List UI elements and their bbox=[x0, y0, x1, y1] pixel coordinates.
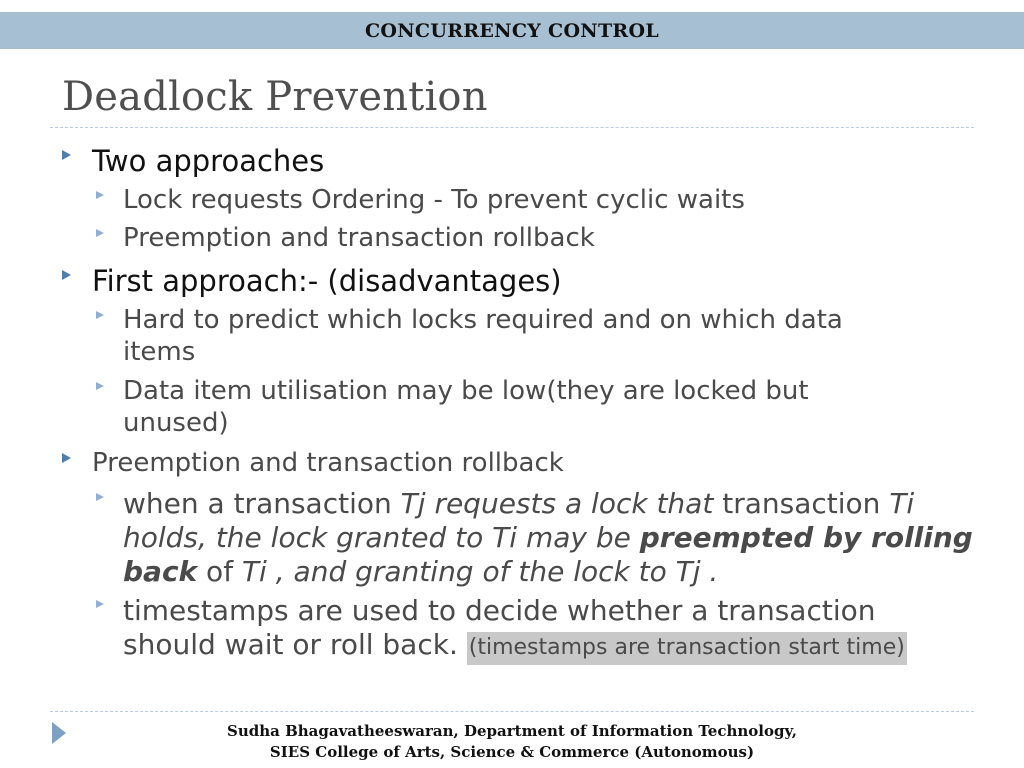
text-run-bold-italic: back bbox=[123, 555, 198, 588]
bullet-first-approach: First approach:- (disadvantages) bbox=[92, 264, 562, 298]
footer bbox=[0, 721, 1024, 763]
sub-bullet-hard-to-predict-line2: items bbox=[123, 337, 196, 367]
bullet-two-approaches: Two approaches bbox=[92, 144, 325, 178]
bullet-icon bbox=[62, 150, 71, 160]
bullet-icon bbox=[62, 270, 71, 280]
footer-line-author: Sudha Bhagavatheeswaran, Department of Information Technology, bbox=[227, 722, 797, 740]
slide-title: Deadlock Prevention bbox=[62, 74, 488, 120]
sub-bullet-preemption: Preemption and transaction rollback bbox=[123, 223, 595, 253]
sub-bullet-timestamps-line1: timestamps are used to decide whether a transaction bbox=[123, 594, 876, 627]
text-run: transaction bbox=[713, 487, 890, 520]
sub-bullet-transaction-line3 bbox=[123, 555, 718, 588]
sub-bullet-utilisation-line2: unused) bbox=[123, 408, 229, 438]
sub-bullet-transaction-line1 bbox=[123, 487, 914, 520]
footer-divider bbox=[50, 711, 974, 712]
text-run: should wait or roll back. bbox=[123, 628, 467, 661]
sub-bullet-icon bbox=[96, 311, 104, 319]
text-run-italic: Ti bbox=[889, 487, 915, 520]
text-run-italic: Tj requests a lock that bbox=[400, 487, 714, 520]
sub-bullet-lock-ordering: Lock requests Ordering - To prevent cyclic waits bbox=[123, 185, 745, 215]
sub-bullet-icon bbox=[96, 493, 104, 501]
sub-bullet-timestamps-line2 bbox=[123, 628, 907, 661]
text-run-italic: Ti , and granting of the lock to Tj . bbox=[241, 555, 719, 588]
bullet-preemption-rollback: Preemption and transaction rollback bbox=[92, 448, 564, 478]
highlighted-note: (timestamps are transaction start time) bbox=[467, 632, 907, 665]
bullet-icon bbox=[62, 453, 71, 463]
footer-line-college: SIES College of Arts, Science & Commerce (Autonomous) bbox=[269, 743, 755, 761]
text-run: when a transaction bbox=[123, 487, 401, 520]
sub-bullet-icon bbox=[96, 191, 104, 199]
sub-bullet-transaction-line2 bbox=[123, 521, 973, 554]
header-title: CONCURRENCY CONTROL bbox=[364, 19, 660, 42]
sub-bullet-hard-to-predict-line1: Hard to predict which locks required and on which data bbox=[123, 305, 843, 335]
sub-bullet-icon bbox=[96, 382, 104, 390]
text-run: of bbox=[197, 555, 242, 588]
sub-bullet-utilisation-line1: Data item utilisation may be low(they are locked but bbox=[123, 376, 809, 406]
sub-bullet-icon bbox=[96, 229, 104, 237]
sub-bullet-icon bbox=[96, 600, 104, 608]
text-run-bold-italic: preempted by rolling bbox=[639, 521, 973, 554]
text-run-italic: holds, the lock granted to Ti may be bbox=[123, 521, 640, 554]
